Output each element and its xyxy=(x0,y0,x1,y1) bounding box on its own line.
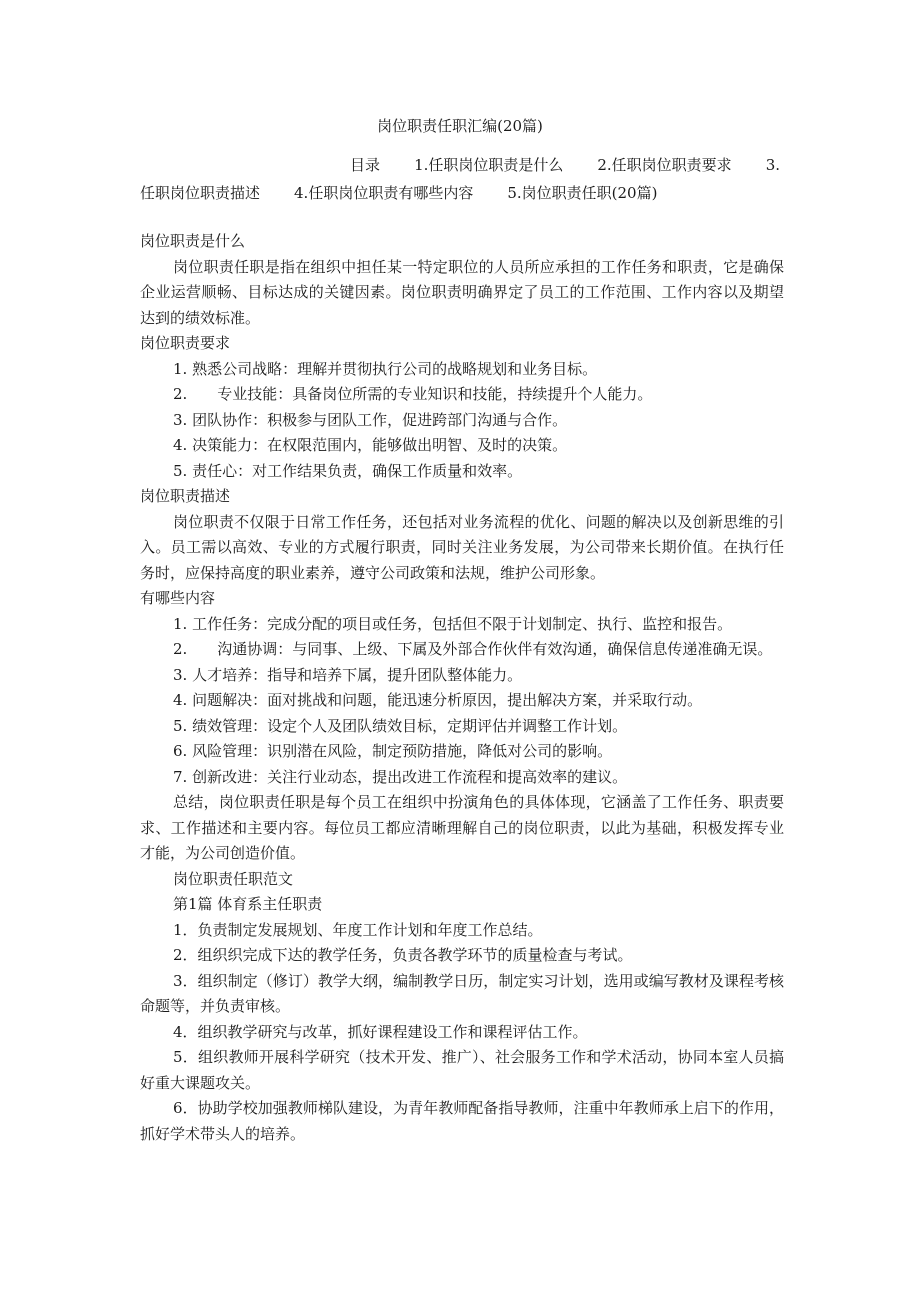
document-body xyxy=(140,229,784,1147)
list-item: 6. 风险管理：识别潜在风险，制定预防措施，降低对公司的影响。 xyxy=(173,742,613,760)
toc-head: 目录 xyxy=(350,156,381,174)
paragraph: 岗位职责任职是指在组织中担任某一特定职位的人员所应承担的工作任务和职责，它是确保企业运营顺畅、目标达成的关键因素。岗位职责明确界定了员工的工作范围、工作内容以及期望达到的绩效标准。 xyxy=(140,257,784,327)
toc-item: 3. xyxy=(765,156,780,174)
sample-heading: 岗位职责任职范文 xyxy=(173,869,294,888)
toc-item: 4.任职岗位职责有哪些内容 xyxy=(294,184,474,202)
toc-item: 2.任职岗位职责要求 xyxy=(597,156,732,174)
list-item: 3．组织制定（修订）教学大纲，编制教学日历，制定实习计划，选用或编写教材及课程考核命题等，并负责审核。 xyxy=(140,971,784,1015)
list-item: 1. 工作任务：完成分配的项目或任务，包括但不限于计划制定、执行、监控和报告。 xyxy=(173,614,733,633)
toc-item: 任职岗位职责描述 xyxy=(140,184,261,202)
section-heading: 岗位职责描述 xyxy=(140,487,231,505)
list-item: 7. 创新改进：关注行业动态，提出改进工作流程和提高效率的建议。 xyxy=(173,767,628,786)
list-item: 1. 熟悉公司战略：理解并贯彻执行公司的战略规划和业务目标。 xyxy=(173,359,598,378)
section-heading: 岗位职责是什么 xyxy=(140,232,246,250)
toc-item: 5.岗位职责任职(20篇) xyxy=(507,184,658,202)
list-item: 4．组织教学研究与改革，抓好课程建设工作和课程评估工作。 xyxy=(173,1022,588,1041)
list-item: 4. 问题解决：面对挑战和问题，能迅速分析原因，提出解决方案，并采取行动。 xyxy=(173,691,703,709)
list-item: 5. 责任心：对工作结果负责，确保工作质量和效率。 xyxy=(173,461,523,480)
table-of-contents xyxy=(140,151,780,207)
list-item: 3. 团队协作：积极参与团队工作，促进跨部门沟通与合作。 xyxy=(173,410,568,429)
list-item: 2．组织织完成下达的教学任务，负责各教学环节的质量检查与考试。 xyxy=(173,946,633,964)
list-item: 5．组织教师开展科学研究（技术开发、推广）、社会服务工作和学术活动，协同本室人员搞好重大课题攻关。 xyxy=(140,1048,784,1092)
section-heading: 有哪些内容 xyxy=(140,589,216,607)
list-item: 1．负责制定发展规划、年度工作计划和年度工作总结。 xyxy=(173,920,543,939)
list-item: 5. 绩效管理：设定个人及团队绩效目标，定期评估并调整工作计划。 xyxy=(173,716,628,735)
toc-item: 1.任职岗位职责是什么 xyxy=(414,156,564,174)
list-item: 2. 专业技能：具备岗位所需的专业知识和技能，持续提升个人能力。 xyxy=(173,385,653,403)
paragraph: 岗位职责不仅限于日常工作任务，还包括对业务流程的优化、问题的解决以及创新思维的引入。员工需以高效、专业的方式履行职责，同时关注业务发展，为公司带来长期价值。在执行任务时，应保持高度的职业素养，遵守公司政策和法规，维护公司形象。 xyxy=(140,512,784,582)
document-title: 岗位职责任职汇编(20篇) xyxy=(377,117,543,135)
list-item: 4. 决策能力：在权限范围内，能够做出明智、及时的决策。 xyxy=(173,436,568,454)
summary-paragraph: 总结，岗位职责任职是每个员工在组织中扮演角色的具体体现，它涵盖了工作任务、职责要求、工作描述和主要内容。每位员工都应清晰理解自己的岗位职责，以此为基础，积极发挥专业才能，为公司创造价值。 xyxy=(140,793,784,862)
article-heading: 第1篇 体育系主任职责 xyxy=(173,895,323,913)
list-item: 2. 沟通协调：与同事、上级、下属及外部合作伙伴有效沟通，确保信息传递准确无误。 xyxy=(173,640,773,658)
section-heading: 岗位职责要求 xyxy=(140,334,231,352)
list-item: 6．协助学校加强教师梯队建设，为青年教师配备指导教师，注重中年教师承上启下的作用，抓好学术带头人的培养。 xyxy=(140,1099,784,1143)
list-item: 3. 人才培养：指导和培养下属，提升团队整体能力。 xyxy=(173,665,523,684)
